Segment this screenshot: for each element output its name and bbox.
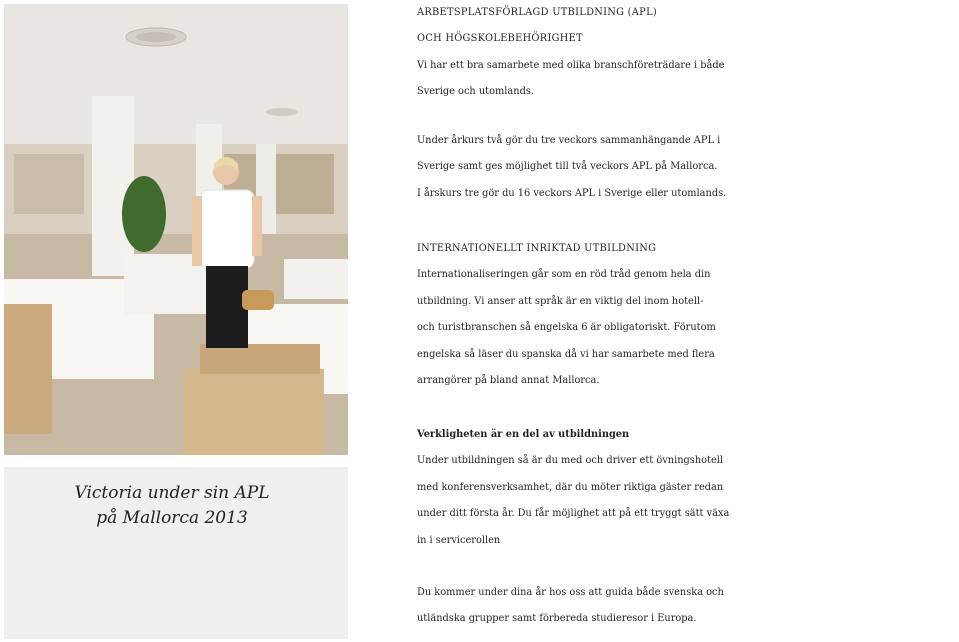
restaurant-photo-illustration [4, 4, 348, 455]
body-line: Du kommer under dina år hos oss att guida både svenska och [417, 587, 724, 598]
body-line: Vi har ett bra samarbete med olika branschföreträdare i både [417, 59, 725, 71]
section-apl-details [417, 128, 957, 207]
section-heading: INTERNATIONELLT INRIKTAD UTBILDNING [417, 243, 657, 254]
body-line: Sverige samt ges möjlighet till två veckors APL på Mallorca. [417, 161, 718, 173]
body-line: Under årkurs två gör du tre veckors sammanhängande APL i [417, 135, 721, 146]
section-reality [417, 422, 957, 554]
section-heading: ARBETSPLATSFÖRLAGD UTBILDNING (APL) [417, 7, 658, 18]
body-line: utbildning. Vi anser att språk är en viktig del inom hotell- [417, 295, 704, 307]
section-apl [417, 0, 957, 106]
section-international [417, 236, 957, 394]
body-line: Sverige och utomlands. [417, 86, 534, 98]
body-line: I årskurs tre gör du 16 veckors APL i Sverige eller utomlands. [417, 187, 727, 199]
body-line: och turistbranschen så engelska 6 är obligatoriskt. Förutom [417, 322, 716, 334]
body-line: Under utbildningen så är du med och driver ett övningshotell [417, 455, 724, 467]
caption-line: på Mallorca 2013 [96, 508, 248, 528]
body-line: in i servicerollen [417, 534, 501, 546]
photo-caption [0, 481, 344, 531]
body-line: utländska grupper samt förbereda studieresor i Europa. [417, 613, 697, 625]
section-heading: Verkligheten är en del av utbildningen [417, 429, 630, 440]
body-line: arrangörer på bland annat Mallorca. [417, 375, 600, 387]
body-line: engelska så läser du spanska då vi har samarbete med flera [417, 348, 715, 360]
body-line: med konferensverksamhet, där du möter riktiga gäster redan [417, 481, 724, 493]
body-line: under ditt första år. Du får möjlighet att på ett tryggt sätt växa [417, 508, 730, 520]
section-guiding [417, 580, 957, 633]
body-line: Internationaliseringen går som en röd tråd genom hela din [417, 269, 711, 281]
caption-line: Victoria under sin APL [74, 483, 270, 503]
restaurant-photo [4, 4, 348, 455]
section-heading: OCH HÖGSKOLEBEHÖRIGHET [417, 33, 583, 45]
